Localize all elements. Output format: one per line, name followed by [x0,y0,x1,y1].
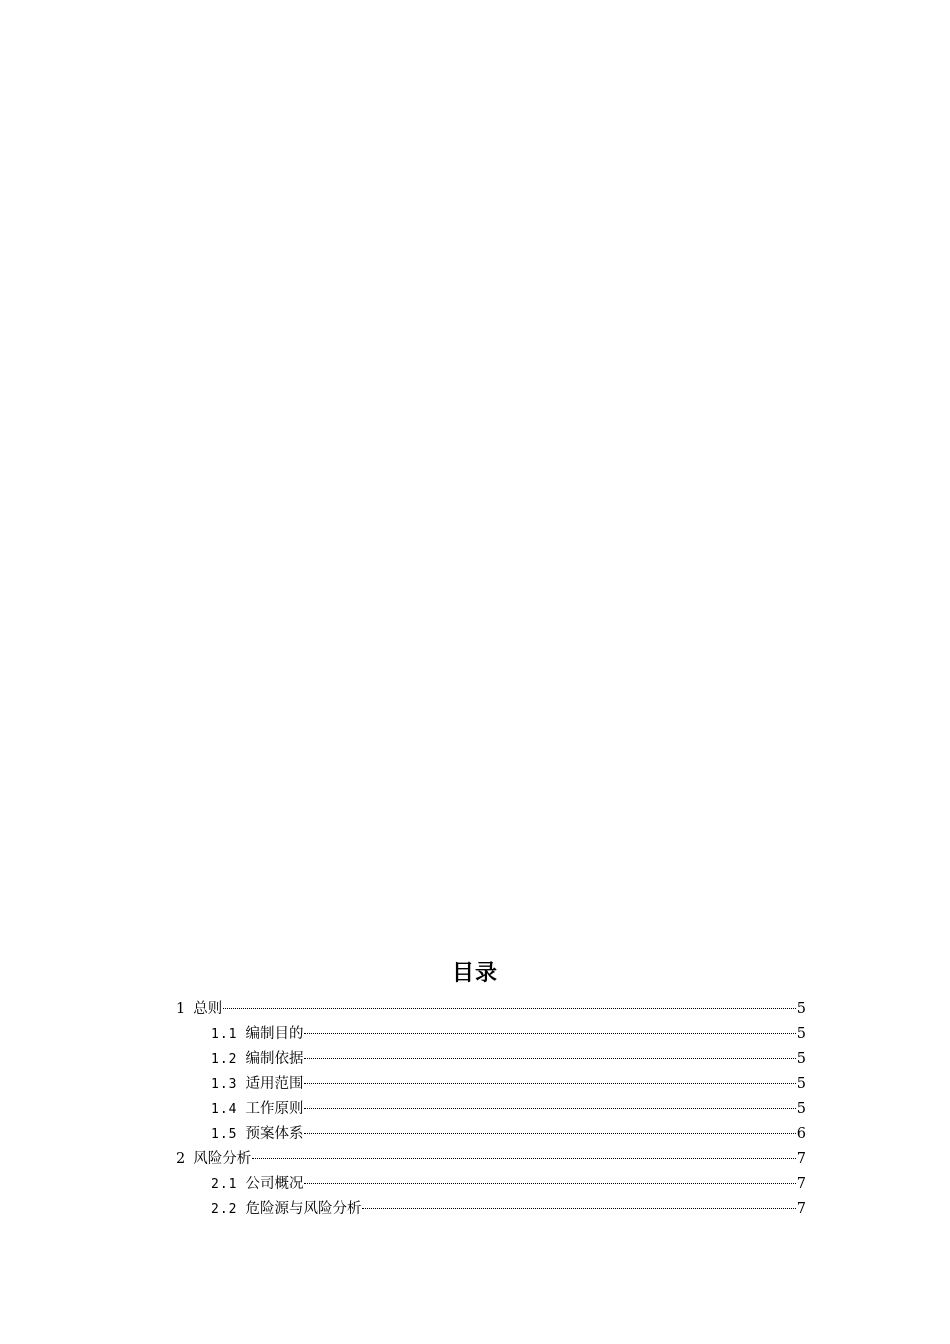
toc-entry-page: 5 [796,1076,806,1092]
toc-entry[interactable] [176,1197,806,1222]
toc-entry-number: 1.1 [211,1027,238,1042]
toc-entry-page: 6 [796,1126,806,1142]
toc-entry-label: 编制依据 [245,1051,304,1067]
toc-leader-dots [304,1058,795,1059]
toc-leader-dots [304,1108,795,1109]
toc-entry-page: 7 [796,1151,806,1167]
toc-entry-number: 2.2 [211,1202,238,1217]
toc-entry-number: 1.3 [211,1077,238,1092]
toc-entry-label: 危险源与风险分析 [245,1201,362,1217]
toc-entry-number: 1 [176,1001,186,1017]
toc-entry[interactable] [176,997,806,1022]
toc-entry[interactable] [176,1172,806,1197]
toc-entry-label: 适用范围 [245,1076,304,1092]
toc-leader-dots [223,1008,796,1009]
toc-entry[interactable] [176,1122,806,1147]
toc-entry-label: 总则 [193,1001,223,1017]
toc-entry-page: 7 [796,1201,806,1217]
table-of-contents [176,997,806,1222]
toc-leader-dots [252,1158,796,1159]
toc-entry[interactable] [176,1022,806,1047]
toc-entry-label: 编制目的 [245,1026,304,1042]
toc-leader-dots [304,1183,795,1184]
toc-entry[interactable] [176,1047,806,1072]
toc-entry-page: 5 [796,1101,806,1117]
toc-leader-dots [304,1083,795,1084]
toc-entry-number: 1.4 [211,1102,238,1117]
toc-entry-number: 1.2 [211,1052,238,1067]
toc-entry-label: 公司概况 [245,1176,304,1192]
toc-entry-number: 2 [176,1151,186,1167]
toc-entry[interactable] [176,1072,806,1097]
toc-entry-page: 5 [796,1026,806,1042]
toc-entry-number: 2.1 [211,1177,238,1192]
toc-title: 目录 [451,961,498,986]
toc-entry[interactable] [176,1147,806,1172]
toc-entry[interactable] [176,1097,806,1122]
toc-entry-label: 预案体系 [245,1126,304,1142]
toc-entry-page: 5 [796,1051,806,1067]
toc-leader-dots [304,1033,795,1034]
toc-entry-page: 7 [796,1176,806,1192]
toc-entry-page: 5 [796,1001,806,1017]
toc-entry-label: 风险分析 [193,1151,252,1167]
toc-leader-dots [362,1208,795,1209]
toc-entry-number: 1.5 [211,1127,238,1142]
toc-leader-dots [304,1133,795,1134]
toc-entry-label: 工作原则 [245,1101,304,1117]
